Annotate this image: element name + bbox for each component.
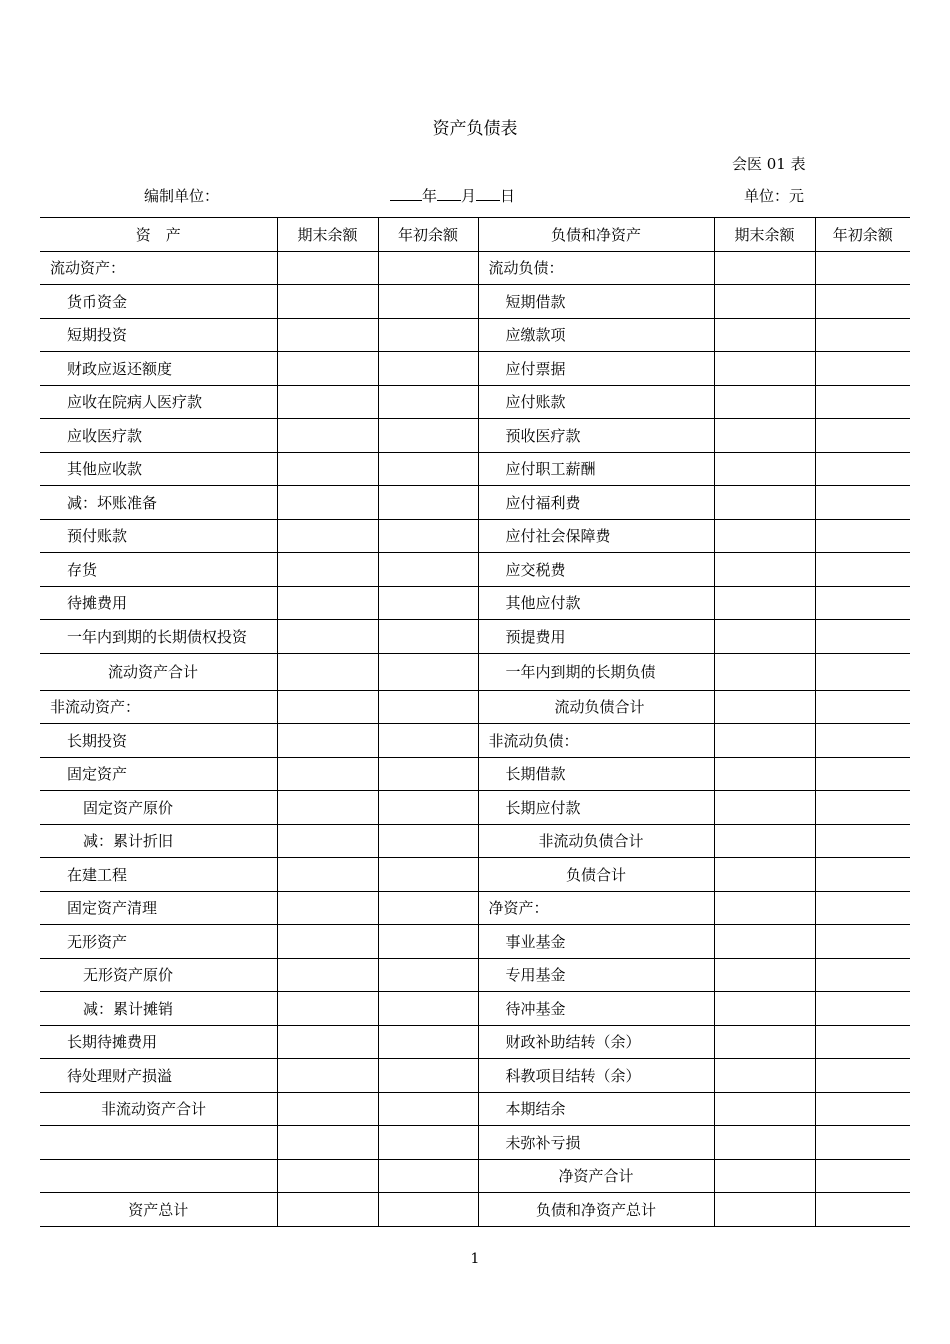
header-liabilities: 负债和净资产 xyxy=(478,218,714,252)
liability-end-balance-cell[interactable] xyxy=(714,653,815,690)
liability-begin-balance-cell[interactable] xyxy=(815,891,910,925)
asset-item-label: 固定资产 xyxy=(40,757,277,791)
liability-end-balance-cell[interactable] xyxy=(714,620,815,654)
table-row xyxy=(40,1159,910,1193)
asset-end-balance-cell[interactable] xyxy=(277,1159,378,1193)
liability-begin-balance-cell[interactable] xyxy=(815,1193,910,1227)
table-row xyxy=(40,958,910,992)
header-begin-balance: 年初余额 xyxy=(378,218,478,252)
header-end-balance: 期末余额 xyxy=(277,218,378,252)
liability-item-label: 预收医疗款 xyxy=(478,419,714,453)
asset-item-label: 减：累计摊销 xyxy=(40,992,277,1026)
asset-item-label: 在建工程 xyxy=(40,858,277,892)
asset-item-label: 减：坏账准备 xyxy=(40,486,277,520)
liability-end-balance-cell[interactable] xyxy=(714,452,815,486)
meta-row xyxy=(0,185,950,207)
asset-begin-balance-cell[interactable] xyxy=(378,620,478,654)
asset-begin-balance-cell[interactable] xyxy=(378,1092,478,1126)
liability-item-label: 未弥补亏损 xyxy=(478,1126,714,1160)
asset-item-label: 长期投资 xyxy=(40,724,277,758)
document-title: 资产负债表 xyxy=(432,119,518,139)
liability-end-balance-cell[interactable] xyxy=(714,992,815,1026)
asset-begin-balance-cell[interactable] xyxy=(378,724,478,758)
asset-end-balance-cell[interactable] xyxy=(277,653,378,690)
table-row xyxy=(40,318,910,352)
asset-item-label: 流动资产合计 xyxy=(40,653,277,690)
asset-end-balance-cell[interactable] xyxy=(277,1193,378,1227)
table-row xyxy=(40,620,910,654)
liability-end-balance-cell[interactable] xyxy=(714,385,815,419)
liability-begin-balance-cell[interactable] xyxy=(815,419,910,453)
liability-item-label: 科教项目结转（余） xyxy=(478,1059,714,1093)
liability-end-balance-cell[interactable] xyxy=(714,958,815,992)
currency-unit: 单位：元 xyxy=(744,187,805,205)
asset-end-balance-cell[interactable] xyxy=(277,419,378,453)
asset-end-balance-cell[interactable] xyxy=(277,958,378,992)
liability-begin-balance-cell[interactable] xyxy=(815,486,910,520)
asset-end-balance-cell[interactable] xyxy=(277,824,378,858)
asset-item-label: 财政应返还额度 xyxy=(40,352,277,386)
header-begin-balance-2: 年初余额 xyxy=(815,218,910,252)
liability-end-balance-cell[interactable] xyxy=(714,724,815,758)
asset-begin-balance-cell[interactable] xyxy=(378,251,478,285)
asset-begin-balance-cell[interactable] xyxy=(378,285,478,319)
asset-begin-balance-cell[interactable] xyxy=(378,1126,478,1160)
asset-item-label: 短期投资 xyxy=(40,318,277,352)
liability-end-balance-cell[interactable] xyxy=(714,757,815,791)
asset-item-label: 非流动资产合计 xyxy=(40,1092,277,1126)
asset-item-label xyxy=(40,1159,277,1193)
liability-begin-balance-cell[interactable] xyxy=(815,352,910,386)
table-row xyxy=(40,1193,910,1227)
liability-item-label: 应缴款项 xyxy=(478,318,714,352)
liability-begin-balance-cell[interactable] xyxy=(815,452,910,486)
asset-begin-balance-cell[interactable] xyxy=(378,653,478,690)
liability-begin-balance-cell[interactable] xyxy=(815,757,910,791)
liability-end-balance-cell[interactable] xyxy=(714,352,815,386)
page-number: 1 xyxy=(470,1251,480,1267)
liability-item-label: 财政补助结转（余） xyxy=(478,1025,714,1059)
asset-item-label: 待摊费用 xyxy=(40,586,277,620)
asset-begin-balance-cell[interactable] xyxy=(378,824,478,858)
liability-item-label: 应付福利费 xyxy=(478,486,714,520)
asset-begin-balance-cell[interactable] xyxy=(378,791,478,825)
asset-end-balance-cell[interactable] xyxy=(277,690,378,724)
liability-begin-balance-cell[interactable] xyxy=(815,653,910,690)
table-row xyxy=(40,385,910,419)
table-row xyxy=(40,419,910,453)
liability-end-balance-cell[interactable] xyxy=(714,791,815,825)
asset-item-label: 无形资产原价 xyxy=(40,958,277,992)
asset-item-label: 待处理财产损溢 xyxy=(40,1059,277,1093)
asset-begin-balance-cell[interactable] xyxy=(378,690,478,724)
asset-end-balance-cell[interactable] xyxy=(277,352,378,386)
liability-item-label: 专用基金 xyxy=(478,958,714,992)
table-row xyxy=(40,1092,910,1126)
liability-end-balance-cell[interactable] xyxy=(714,519,815,553)
asset-end-balance-cell[interactable] xyxy=(277,724,378,758)
asset-end-balance-cell[interactable] xyxy=(277,519,378,553)
asset-end-balance-cell[interactable] xyxy=(277,791,378,825)
day-blank[interactable] xyxy=(476,186,500,201)
asset-end-balance-cell[interactable] xyxy=(277,1092,378,1126)
asset-end-balance-cell[interactable] xyxy=(277,925,378,959)
liability-end-balance-cell[interactable] xyxy=(714,925,815,959)
liability-begin-balance-cell[interactable] xyxy=(815,690,910,724)
liability-item-label: 应付社会保障费 xyxy=(478,519,714,553)
year-blank[interactable] xyxy=(390,186,422,201)
liability-item-label: 净资产： xyxy=(478,891,714,925)
liability-begin-balance-cell[interactable] xyxy=(815,620,910,654)
org-label: 编制单位： xyxy=(144,187,220,205)
liability-begin-balance-cell[interactable] xyxy=(815,318,910,352)
liability-begin-balance-cell[interactable] xyxy=(815,925,910,959)
liability-end-balance-cell[interactable] xyxy=(714,285,815,319)
liability-item-label: 短期借款 xyxy=(478,285,714,319)
liability-item-label: 应交税费 xyxy=(478,553,714,587)
asset-item-label: 固定资产原价 xyxy=(40,791,277,825)
liability-begin-balance-cell[interactable] xyxy=(815,519,910,553)
balance-sheet-table xyxy=(40,217,910,1227)
asset-begin-balance-cell[interactable] xyxy=(378,452,478,486)
liability-end-balance-cell[interactable] xyxy=(714,1059,815,1093)
asset-item-label: 非流动资产： xyxy=(40,690,277,724)
liability-begin-balance-cell[interactable] xyxy=(815,1025,910,1059)
asset-item-label: 应收在院病人医疗款 xyxy=(40,385,277,419)
month-label: 月 xyxy=(461,187,477,205)
liability-begin-balance-cell[interactable] xyxy=(815,1126,910,1160)
asset-begin-balance-cell[interactable] xyxy=(378,757,478,791)
liability-begin-balance-cell[interactable] xyxy=(815,586,910,620)
table-row xyxy=(40,925,910,959)
asset-item-label: 存货 xyxy=(40,553,277,587)
asset-begin-balance-cell[interactable] xyxy=(378,1059,478,1093)
asset-begin-balance-cell[interactable] xyxy=(378,419,478,453)
asset-end-balance-cell[interactable] xyxy=(277,285,378,319)
asset-item-label: 长期待摊费用 xyxy=(40,1025,277,1059)
year-label: 年 xyxy=(422,187,438,205)
liability-item-label: 非流动负债： xyxy=(478,724,714,758)
asset-end-balance-cell[interactable] xyxy=(277,1059,378,1093)
day-label: 日 xyxy=(500,187,516,205)
liability-begin-balance-cell[interactable] xyxy=(815,251,910,285)
asset-begin-balance-cell[interactable] xyxy=(378,858,478,892)
asset-item-label: 其他应收款 xyxy=(40,452,277,486)
asset-item-label: 无形资产 xyxy=(40,925,277,959)
liability-item-label: 流动负债： xyxy=(478,251,714,285)
asset-item-label: 流动资产： xyxy=(40,251,277,285)
liability-item-label: 应付账款 xyxy=(478,385,714,419)
asset-end-balance-cell[interactable] xyxy=(277,385,378,419)
asset-end-balance-cell[interactable] xyxy=(277,757,378,791)
month-blank[interactable] xyxy=(437,186,461,201)
asset-begin-balance-cell[interactable] xyxy=(378,486,478,520)
liability-item-label: 预提费用 xyxy=(478,620,714,654)
asset-end-balance-cell[interactable] xyxy=(277,318,378,352)
liability-end-balance-cell[interactable] xyxy=(714,1193,815,1227)
asset-begin-balance-cell[interactable] xyxy=(378,992,478,1026)
asset-item-label xyxy=(40,1126,277,1160)
asset-begin-balance-cell[interactable] xyxy=(378,352,478,386)
asset-end-balance-cell[interactable] xyxy=(277,891,378,925)
liability-item-label: 长期应付款 xyxy=(478,791,714,825)
liability-end-balance-cell[interactable] xyxy=(714,419,815,453)
table-row xyxy=(40,251,910,285)
liability-item-label: 事业基金 xyxy=(478,925,714,959)
table-row xyxy=(40,452,910,486)
liability-begin-balance-cell[interactable] xyxy=(815,1092,910,1126)
table-row xyxy=(40,1126,910,1160)
liability-begin-balance-cell[interactable] xyxy=(815,385,910,419)
asset-begin-balance-cell[interactable] xyxy=(378,1025,478,1059)
table-row xyxy=(40,1025,910,1059)
liability-begin-balance-cell[interactable] xyxy=(815,553,910,587)
asset-begin-balance-cell[interactable] xyxy=(378,318,478,352)
asset-begin-balance-cell[interactable] xyxy=(378,1159,478,1193)
asset-end-balance-cell[interactable] xyxy=(277,1126,378,1160)
date-field xyxy=(390,185,515,206)
liability-item-label: 非流动负债合计 xyxy=(478,824,714,858)
asset-item-label: 预付账款 xyxy=(40,519,277,553)
table-row xyxy=(40,992,910,1026)
liability-begin-balance-cell[interactable] xyxy=(815,285,910,319)
asset-end-balance-cell[interactable] xyxy=(277,553,378,587)
liability-begin-balance-cell[interactable] xyxy=(815,858,910,892)
liability-begin-balance-cell[interactable] xyxy=(815,791,910,825)
asset-end-balance-cell[interactable] xyxy=(277,992,378,1026)
liability-item-label: 待冲基金 xyxy=(478,992,714,1026)
liability-end-balance-cell[interactable] xyxy=(714,1025,815,1059)
liability-begin-balance-cell[interactable] xyxy=(815,1059,910,1093)
asset-begin-balance-cell[interactable] xyxy=(378,586,478,620)
asset-end-balance-cell[interactable] xyxy=(277,452,378,486)
liability-end-balance-cell[interactable] xyxy=(714,891,815,925)
liability-begin-balance-cell[interactable] xyxy=(815,958,910,992)
liability-end-balance-cell[interactable] xyxy=(714,553,815,587)
liability-item-label: 一年内到期的长期负债 xyxy=(478,653,714,690)
table-row xyxy=(40,724,910,758)
header-end-balance-2: 期末余额 xyxy=(714,218,815,252)
asset-end-balance-cell[interactable] xyxy=(277,486,378,520)
liability-end-balance-cell[interactable] xyxy=(714,486,815,520)
asset-end-balance-cell[interactable] xyxy=(277,1025,378,1059)
table-row xyxy=(40,690,910,724)
table-row xyxy=(40,586,910,620)
header-assets: 资 产 xyxy=(40,218,277,252)
table-row xyxy=(40,486,910,520)
form-number: 会医 01 表 xyxy=(732,155,806,173)
asset-begin-balance-cell[interactable] xyxy=(378,1193,478,1227)
liability-end-balance-cell[interactable] xyxy=(714,586,815,620)
table-row xyxy=(40,891,910,925)
liability-item-label: 本期结余 xyxy=(478,1092,714,1126)
table-row xyxy=(40,285,910,319)
asset-begin-balance-cell[interactable] xyxy=(378,925,478,959)
asset-begin-balance-cell[interactable] xyxy=(378,385,478,419)
asset-begin-balance-cell[interactable] xyxy=(378,519,478,553)
table-row xyxy=(40,791,910,825)
liability-begin-balance-cell[interactable] xyxy=(815,724,910,758)
asset-item-label: 固定资产清理 xyxy=(40,891,277,925)
liability-end-balance-cell[interactable] xyxy=(714,824,815,858)
liability-item-label: 负债合计 xyxy=(478,858,714,892)
asset-end-balance-cell[interactable] xyxy=(277,251,378,285)
liability-begin-balance-cell[interactable] xyxy=(815,992,910,1026)
asset-item-label: 减：累计折旧 xyxy=(40,824,277,858)
liability-end-balance-cell[interactable] xyxy=(714,690,815,724)
table-row xyxy=(40,352,910,386)
asset-begin-balance-cell[interactable] xyxy=(378,958,478,992)
table-row xyxy=(40,757,910,791)
asset-item-label: 一年内到期的长期债权投资 xyxy=(40,620,277,654)
asset-item-label: 资产总计 xyxy=(40,1193,277,1227)
table-row xyxy=(40,824,910,858)
liability-begin-balance-cell[interactable] xyxy=(815,824,910,858)
liability-item-label: 净资产合计 xyxy=(478,1159,714,1193)
liability-end-balance-cell[interactable] xyxy=(714,318,815,352)
asset-end-balance-cell[interactable] xyxy=(277,586,378,620)
liability-end-balance-cell[interactable] xyxy=(714,1092,815,1126)
asset-begin-balance-cell[interactable] xyxy=(378,553,478,587)
asset-item-label: 应收医疗款 xyxy=(40,419,277,453)
liability-end-balance-cell[interactable] xyxy=(714,1126,815,1160)
liability-item-label: 其他应付款 xyxy=(478,586,714,620)
liability-item-label: 应付票据 xyxy=(478,352,714,386)
table-row xyxy=(40,553,910,587)
asset-end-balance-cell[interactable] xyxy=(277,858,378,892)
liability-item-label: 流动负债合计 xyxy=(478,690,714,724)
header-row xyxy=(40,218,910,252)
liability-begin-balance-cell[interactable] xyxy=(815,1159,910,1193)
asset-end-balance-cell[interactable] xyxy=(277,620,378,654)
liability-item-label: 长期借款 xyxy=(478,757,714,791)
liability-end-balance-cell[interactable] xyxy=(714,1159,815,1193)
table-row xyxy=(40,653,910,690)
liability-item-label: 应付职工薪酬 xyxy=(478,452,714,486)
asset-begin-balance-cell[interactable] xyxy=(378,891,478,925)
table-row xyxy=(40,519,910,553)
table-row xyxy=(40,858,910,892)
liability-end-balance-cell[interactable] xyxy=(714,251,815,285)
liability-end-balance-cell[interactable] xyxy=(714,858,815,892)
asset-item-label: 货币资金 xyxy=(40,285,277,319)
table-row xyxy=(40,1059,910,1093)
liability-item-label: 负债和净资产总计 xyxy=(478,1193,714,1227)
